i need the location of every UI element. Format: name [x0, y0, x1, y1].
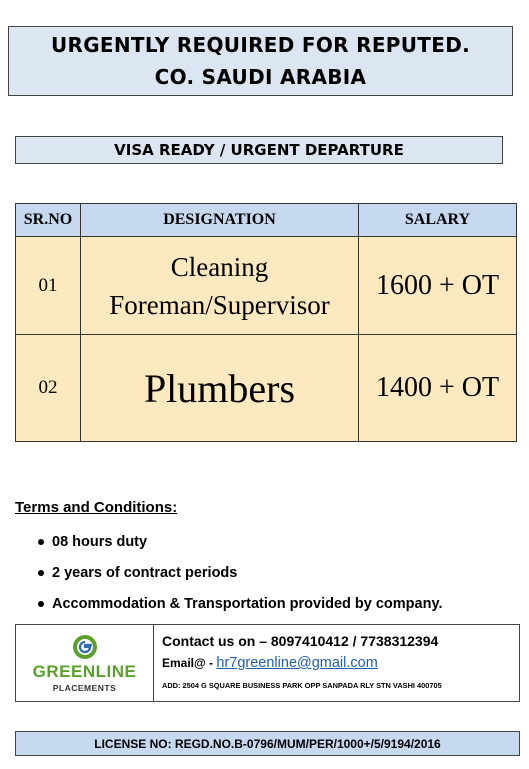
column-header-srno: SR.NO [16, 204, 81, 237]
contact-email-line [162, 655, 442, 671]
contact-box [15, 624, 520, 702]
license-banner: LICENSE NO: REGD.NO.B-0796/MUM/PER/1000+/5/9194/2016 [15, 731, 520, 756]
email-label: Email@ - [162, 656, 214, 670]
designation-line-2: Foreman/Supervisor [109, 289, 330, 320]
cell-salary: 1400 + OT [359, 335, 517, 442]
cell-srno: 02 [16, 335, 81, 442]
greenline-logo-icon [72, 634, 98, 660]
contact-address: ADD: 2504 G SQUARE BUSINESS PARK OPP SANPADA RLY STN VASHI 400705 [162, 681, 442, 690]
cell-srno: 01 [16, 237, 81, 335]
email-link[interactable]: hr7greenline@gmail.com [216, 655, 378, 671]
designation-line-1: Cleaning [170, 251, 269, 282]
terms-title: Terms and Conditions: [15, 499, 178, 516]
header-line-1: URGENTLY REQUIRED FOR REPUTED. [50, 33, 471, 57]
logo-subtitle: PLACEMENTS [52, 682, 117, 693]
cell-designation: Plumbers [81, 335, 359, 442]
logo-name: GREENLINE [32, 661, 137, 681]
contact-info [154, 625, 442, 701]
list-item: Accommodation & Transportation provided by company. [38, 592, 442, 623]
column-header-salary: SALARY [359, 204, 517, 237]
table-row [16, 237, 517, 335]
contact-phone: Contact us on – 8097410412 / 7738312394 [162, 633, 439, 649]
terms-list [38, 530, 442, 623]
cell-salary: 1600 + OT [359, 237, 517, 335]
header-banner [8, 26, 513, 96]
cell-designation [81, 237, 359, 335]
visa-banner: VISA READY / URGENT DEPARTURE [15, 136, 503, 164]
column-header-designation: DESIGNATION [81, 204, 359, 237]
table-row [16, 335, 517, 442]
table-header-row [16, 204, 517, 237]
greenline-logo [16, 625, 154, 701]
jobs-table [15, 203, 517, 442]
header-line-2: CO. SAUDI ARABIA [154, 65, 367, 89]
list-item: 2 years of contract periods [38, 561, 442, 592]
list-item: 08 hours duty [38, 530, 442, 561]
